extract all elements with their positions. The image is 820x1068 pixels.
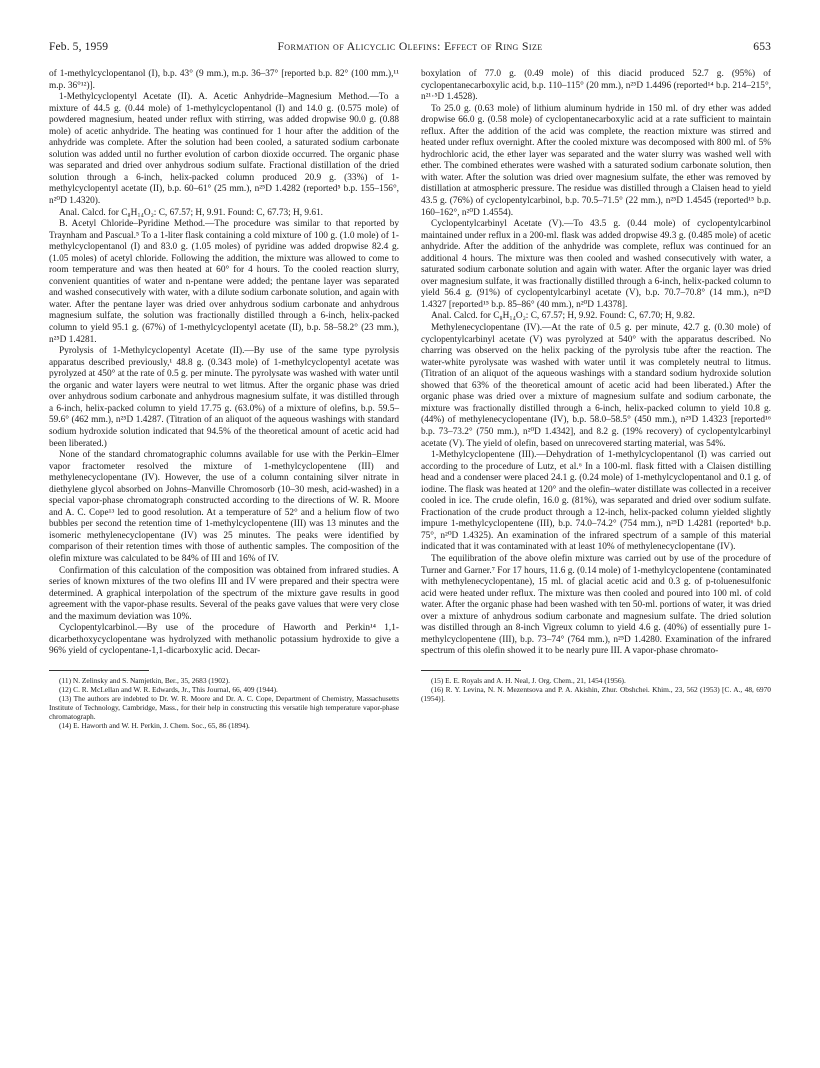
paragraph: Cyclopentylcarbinol.—By use of the procedure of Haworth and Perkin¹⁴ 1,1-dicarbethoxycyclopentane was hydrolyzed with methanolic potassium hydroxide to give a 96% yield of cyclopentane-1,1-dicarboxylic acid. Decar- bbox=[49, 623, 399, 657]
footnote: (11) N. Zelinsky and S. Namjetkin, Ber., 35, 2683 (1902). bbox=[59, 675, 230, 685]
running-header bbox=[49, 40, 771, 56]
paragraph: Confirmation of this calculation of the composition was obtained from infrared studies. A series of known mixtures of the two olefins III and IV were prepared and their spectra were determined. A graphical interpolation of the spectrum of the mixture gave results in good agreement with the vapor-phase results. Several of the peaks gave values that were very close and the maximum deviation was 10%. bbox=[49, 565, 399, 622]
paragraph: of 1-methylcyclopentanol (I), b.p. 43° (9 mm.), m.p. 36–37° [reported b.p. 82° (100 mm.),¹¹ m.p. 36°¹²)]. bbox=[49, 69, 399, 91]
right-column bbox=[421, 69, 771, 703]
paragraph: To 25.0 g. (0.63 mole) of lithium aluminum hydride in 150 ml. of dry ether was added dropwise 66.0 g. (0.58 mole) of cyclopentanecarboxylic acid at a rate sufficient to maintain reflux. After the addition of the acid was complete, the reaction mixture was stirred and heated under reflux overnight. After the cooled mixture was decomposed with 800 ml. of 5% hydrochloric acid, the ether layer was separated and the water slurry was washed well with ether. The combined etherates were washed with a saturated sodium carbonate solution, then with water. After the solution was dried over magnesium sulfate, the ether was removed by distillation at atmospheric pressure. The residue was distilled through a Claisen head to yield 43.5 g. (76%) of cyclopentylcarbinol, b.p. 70.5–71.5° (22 mm.), n²⁵D 1.4545 (reported¹⁵ b.p. 160–162°, n²⁰D 1.4554). bbox=[421, 103, 771, 218]
page-number: 653 bbox=[753, 40, 771, 53]
footnote: (14) E. Haworth and W. H. Perkin, J. Chem. Soc., 65, 86 (1894). bbox=[59, 721, 250, 731]
paragraph: Methylenecyclopentane (IV).—At the rate of 0.5 g. per minute, 42.7 g. (0.30 mole) of cyclopentylcarbinyl acetate (V) was pyrolyzed at 540° with the apparatus described. No charring was observed on the helix packing of the pyrolysis tube after the reaction. The water-white pyrolysate was washed with water until it was completely neutral to litmus. (Titration of an aliquot of the aqueous washings with a standard sodium hydroxide solution showed that 63% of the theoretical amount of acetic acid had been liberated.) After the organic phase was dried over a mixture of magnesium sulfate and sodium carbonate, the mixture was fractionally distilled through a 6-inch, helix-packed column to yield 10.8 g. (44%) of methylenecyclopentane (IV), b.p. 58.0–58.5° (450 mm.), n²⁵D 1.4323 [reported¹⁶ b.p. 73–73.2° (750 mm.), n²⁰D 1.4342], and 8.2 g. (19% recovery) of cyclopentylcarbinyl acetate (V). The yield of olefin, based on unrecovered starting material, was 54%. bbox=[421, 323, 771, 449]
footnote-divider bbox=[49, 670, 149, 671]
paragraph: Anal. Calcd. for C₈H₁₄O₂: C, 67.57; H, 9.92. Found: C, 67.70; H, 9.82. bbox=[431, 311, 695, 322]
paragraph: 1-Methylcyclopentene (III).—Dehydration of 1-methylcyclopentanol (I) was carried out according to the procedure of Lutz, et al.⁶ In a 100-ml. flask fitted with a Claisen distilling head and a condenser were placed 24.1 g. (0.24 mole) of 1-methylcyclopentanol and 0.1 g. of iodine. The flask was heated at 120° and the olefin–water distillate was collected in a receiver cooled in ice. The crude olefin, 16.0 g. (81%), was separated and dried over sodium sulfate. Fractionation of the crude product through a 12-inch, helix-packed column yielded slightly impure 1-methylcyclopentene (III), b.p. 74.0–74.2° (754 mm.), n²⁵D 1.4281 (reported⁶ b.p. 75°, n²⁰D 1.4325). An examination of the infrared spectrum of a sample of this material indicated that it was contaminated with at least 10% of methylenecyclopentane (IV). bbox=[421, 450, 771, 553]
header-title: Formation of Alicyclic Olefins: Effect of Ring Size bbox=[277, 40, 543, 53]
paragraph: Anal. Calcd. for C₈H₁₄O₂: C, 67.57; H, 9.91. Found: C, 67.73; H, 9.61. bbox=[59, 207, 323, 218]
footnote: (12) C. R. McLellan and W. R. Edwards, Jr., This Journal, 66, 409 (1944). bbox=[59, 684, 278, 694]
footnote: (13) The authors are indebted to Dr. W. R. Moore and Dr. A. C. Cope, Department of Chemistry, Massachusetts Institute of Technology, Cambridge, Mass., for their help in constructing this versatile high temperature vapor-phase chromatograph. bbox=[49, 694, 399, 722]
paragraph: None of the standard chromatographic columns available for use with the Perkin–Elmer vapor fractometer resolved the mixture of 1-methylcyclopentene (III) and methylenecyclopentane (IV). However, the use of a column containing silver nitrate in diethylene glycol absorbed on Johns–Manville Chromosorb (10–30 mesh, acid-washed) in a special vapor-phase chromatograph constructed according to the directions of W. R. Moore and A. C. Cope¹³ led to good resolution. At a temperature of 52° and a helium flow of two bubbles per second the retention time of 1-methylcyclopentene (III) was 13 minutes and the isomeric methylenecyclopentane (IV) was 25 minutes. The peaks were identified by comparison of their retention times with those of authentic samples. The composition of the olefin mixture was calculated to be 84% of III and 16% of IV. bbox=[49, 450, 399, 564]
header-date: Feb. 5, 1959 bbox=[49, 40, 109, 53]
paragraph: 1-Methylcyclopentyl Acetate (II). A. Acetic Anhydride–Magnesium Method.—To a mixture of 44.5 g. (0.44 mole) of 1-methylcyclopentanol (I) and 14.0 g. (0.575 mole) of powdered magnesium, heated under reflux with stirring, was added dropwise 90.0 g. (0.88 mole) of acetic anhydride. The heating was continued for 1 hour after the addition of the anhydride was complete. After the solution had been cooled, a saturated sodium carbonate solution was added until no further evolution of carbon dioxide occurred. The organic phase was separated and dried over anhydrous sodium sulfate. Fractional distillation of the dried solution through a 6-inch, helix-packed column produced 20.9 g. (33%) of 1-methylcyclopentyl acetate (II), b.p. 60–61° (25 mm.), n²⁵D 1.4282 (reported⁵ b.p. 155–156°, n²⁰D 1.4320). bbox=[49, 92, 399, 207]
paragraph: Cyclopentylcarbinyl Acetate (V).—To 43.5 g. (0.44 mole) of cyclopentylcarbinol maintained under reflux in a 200-ml. flask was added dropwise 49.3 g. (0.485 mole) of acetic anhydride. After the addition of the anhydride was complete, reflux was continued for an additional 4 hours. The mixture was then cooled and washed consecutively with water, a saturated sodium carbonate solution and again with water. After the organic layer was dried over magnesium sulfate, it was fractionally distilled through a 6-inch, helix-packed column to yield 56.4 g. (91%) of cyclopentylcarbinyl acetate (V), b.p. 70.7–70.8° (14 mm.), n²⁵D 1.4327 [reported¹⁵ b.p. 85–86° (40 mm.), n²⁰D 1.4378]. bbox=[421, 219, 771, 310]
paragraph: Pyrolysis of 1-Methylcyclopentyl Acetate (II).—By use of the same type pyrolysis apparatus described previously,¹ 48.8 g. (0.343 mole) of 1-methylcyclopentyl acetate was pyrolyzed at 450° at the rate of 0.5 g. per minute. The pyrolysate was washed with water until the organic and water layers were neutral to wet litmus. After the organic phase was dried over anhydrous sodium carbonate and anhydrous magnesium sulfate, it was distilled through a 6-inch, helix-packed column to yield 17.75 g. (63.0%) of a mixture of olefins, b.p. 59.5–59.6° (462 mm.), n²⁵D 1.4287. (Titration of an aliquot of the aqueous washings with standard sodium hydroxide solution indicated that 94.5% of the theoretical amount of acetic acid had been liberated.) bbox=[49, 346, 399, 449]
paragraph: The equilibration of the above olefin mixture was carried out by use of the procedure of Turner and Garner.⁷ For 17 hours, 11.6 g. (0.14 mole) of 1-methylcyclopentene (contaminated with methylenecyclopentane), 15 ml. of glacial acetic acid and 0.3 g. of p-toluenesulfonic acid were heated under reflux. The mixture was then cooled and poured into 100 ml. of cold water. After the organic phase had been washed with ten 50-ml. portions of water, it was dried over a mixture of anhydrous sodium carbonate and magnesium sulfate. The dried solution was distilled through an 8-inch Vigreux column to yield 4.6 g. (40%) of essentially pure 1-methylcyclopentene (III), b.p. 73–74° (764 mm.), n²⁵D 1.4280. Examination of the infrared spectrum of this olefin showed it to be nearly pure III. A vapor-phase chromato- bbox=[421, 553, 771, 657]
footnote: (16) R. Y. Levina, N. N. Mezentsova and P. A. Akishin, Zhur. Obshchei. Khim., 23, 562 (1953) [C. A., 48, 6970 (1954)]. bbox=[421, 684, 771, 704]
footnote-divider bbox=[421, 670, 521, 671]
paragraph: boxylation of 77.0 g. (0.49 mole) of this diacid produced 52.7 g. (95%) of cyclopentanecarboxylic acid, b.p. 110–115° (20 mm.), n²⁵D 1.4496 (reported¹⁴ b.p. 214–215°, n²¹·⁵D 1.4528). bbox=[421, 69, 771, 103]
footnote: (15) E. E. Royals and A. H. Neal, J. Org. Chem., 21, 1454 (1956). bbox=[431, 675, 626, 685]
paragraph: B. Acetyl Chloride–Pyridine Method.—The procedure was similar to that reported by Traynham and Pascual.⁵ To a 1-liter flask containing a cold mixture of 100 g. (1.0 mole) of 1-methylcyclopentanol (I) and 83.0 g. (1.05 moles) of pyridine was added dropwise 82.4 g. (1.05 moles) of acetyl chloride. Following the addition, the mixture was allowed to come to room temperature and was then heated at 60° for 4 hours. To the cooled reaction slurry, convenient quantities of water and n-pentane were added; the pentane layer was separated and washed consecutively with water, with a dilute sodium carbonate solution, and again with water. After the pentane layer was dried over anhydrous sodium carbonate and anhydrous magnesium sulfate, the solution was fractionally distilled through a 6-inch, helix-packed column to yield 95.1 g. (67%) of 1-methylcyclopentyl acetate (II), b.p. 58–58.2° (23 mm.), n²⁵D 1.4281. bbox=[49, 219, 399, 345]
left-column bbox=[49, 69, 399, 730]
